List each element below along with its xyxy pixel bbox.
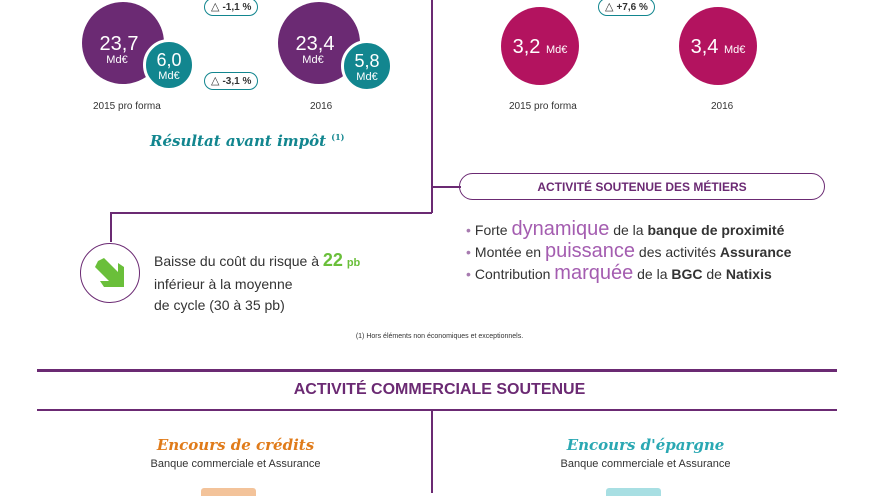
right-2015-value: 3,2 bbox=[512, 36, 541, 58]
res-2015-circle bbox=[143, 39, 195, 91]
resultat-label-text: Résultat avant impôt bbox=[150, 132, 327, 150]
res-2016-circle bbox=[341, 40, 393, 92]
delta-value: -3,1 % bbox=[222, 76, 252, 87]
connector-vertical-center bbox=[431, 0, 433, 213]
right-2016-circle bbox=[679, 7, 757, 85]
bullet-text: de la bbox=[609, 222, 648, 238]
credits-shape-top bbox=[201, 488, 256, 496]
right-2015-circle bbox=[501, 7, 579, 85]
bullet-emphasis: dynamique bbox=[511, 218, 610, 240]
connector-horizontal-mid bbox=[110, 212, 432, 214]
res-2016-unit: Md€ bbox=[356, 71, 378, 83]
delta-badge-top-left bbox=[204, 0, 258, 16]
res-2016-value: 5,8 bbox=[354, 51, 380, 71]
resultat-label-note: (1) bbox=[331, 132, 345, 142]
bullet-bold: BGC bbox=[671, 266, 703, 282]
commercial-top-rule bbox=[37, 369, 837, 372]
bullet-text: Forte bbox=[474, 222, 512, 238]
epargne-subtitle: Banque commerciale et Assurance bbox=[560, 458, 731, 470]
right-year-label-2016: 2016 bbox=[711, 101, 734, 112]
resultat-label bbox=[150, 132, 344, 150]
bullet-emphasis: marquée bbox=[554, 262, 634, 284]
bullet-text: de bbox=[702, 266, 726, 282]
risk-line-2: inférieur à la moyenne bbox=[154, 276, 293, 292]
bullet-bold: Natixis bbox=[725, 266, 772, 282]
risk-line-1 bbox=[154, 250, 360, 274]
metiers-title-box bbox=[459, 173, 825, 200]
res-2015-unit: Md€ bbox=[158, 70, 180, 82]
arrow-down-right-icon bbox=[80, 243, 140, 303]
bullet-emphasis: puissance bbox=[544, 240, 636, 262]
delta-badge-mid-left bbox=[204, 72, 258, 90]
risk-text bbox=[154, 250, 360, 316]
triangle-icon: △ bbox=[605, 1, 614, 13]
bullet-bold: Assurance bbox=[719, 244, 792, 260]
connector-to-box bbox=[431, 186, 461, 188]
risk-value: 22 bbox=[322, 250, 343, 270]
footnote: (1) Hors éléments non économiques et exceptionnels. bbox=[355, 333, 524, 340]
bullet-text: Contribution bbox=[474, 266, 555, 282]
right-2016-value: 3,4 bbox=[690, 36, 719, 58]
pnb-2016-unit: Md€ bbox=[302, 54, 324, 66]
triangle-icon: △ bbox=[211, 1, 220, 13]
bullet-bold: banque de proximité bbox=[647, 222, 785, 238]
year-label-2016: 2016 bbox=[310, 101, 333, 112]
commercial-title: ACTIVITÉ COMMERCIALE SOUTENUE bbox=[293, 381, 586, 398]
metiers-bullet-2 bbox=[466, 240, 791, 263]
commercial-bottom-rule bbox=[37, 409, 837, 411]
bullet-text: Montée en bbox=[474, 244, 545, 260]
delta-value: +7,6 % bbox=[616, 2, 648, 13]
epargne-shape-top bbox=[606, 488, 661, 496]
metiers-bullet-1 bbox=[466, 218, 784, 241]
risk-line-1-text: Baisse du coût du risque à bbox=[154, 253, 323, 269]
bullet-text: des activités bbox=[635, 244, 720, 260]
triangle-icon: △ bbox=[211, 75, 220, 87]
right-2015-unit: Md€ bbox=[545, 44, 568, 56]
delta-badge-right bbox=[598, 0, 655, 16]
credits-title: Encours de crédits bbox=[156, 436, 315, 454]
risk-line-3: de cycle (30 à 35 pb) bbox=[154, 297, 285, 313]
commercial-divider bbox=[431, 410, 433, 493]
bullet-dot: • bbox=[466, 266, 471, 282]
connector-vertical-left bbox=[110, 212, 112, 242]
pnb-2016-value: 23,4 bbox=[295, 33, 335, 55]
right-2016-unit: Md€ bbox=[723, 44, 746, 56]
metiers-bullet-3 bbox=[466, 262, 772, 285]
risk-unit: pb bbox=[346, 257, 361, 269]
right-year-label-2015: 2015 pro forma bbox=[509, 101, 577, 112]
metiers-title: ACTIVITÉ SOUTENUE DES MÉTIERS bbox=[537, 180, 747, 194]
year-label-2015: 2015 pro forma bbox=[93, 101, 161, 112]
bullet-dot: • bbox=[466, 222, 471, 238]
delta-value: -1,1 % bbox=[222, 2, 252, 13]
bullet-dot: • bbox=[466, 244, 471, 260]
res-2015-value: 6,0 bbox=[156, 50, 182, 70]
epargne-title: Encours d'épargne bbox=[566, 436, 725, 454]
pnb-2015-value: 23,7 bbox=[99, 33, 139, 55]
credits-subtitle: Banque commerciale et Assurance bbox=[150, 458, 321, 470]
bullet-text: de la bbox=[633, 266, 672, 282]
pnb-2015-unit: Md€ bbox=[106, 54, 128, 66]
